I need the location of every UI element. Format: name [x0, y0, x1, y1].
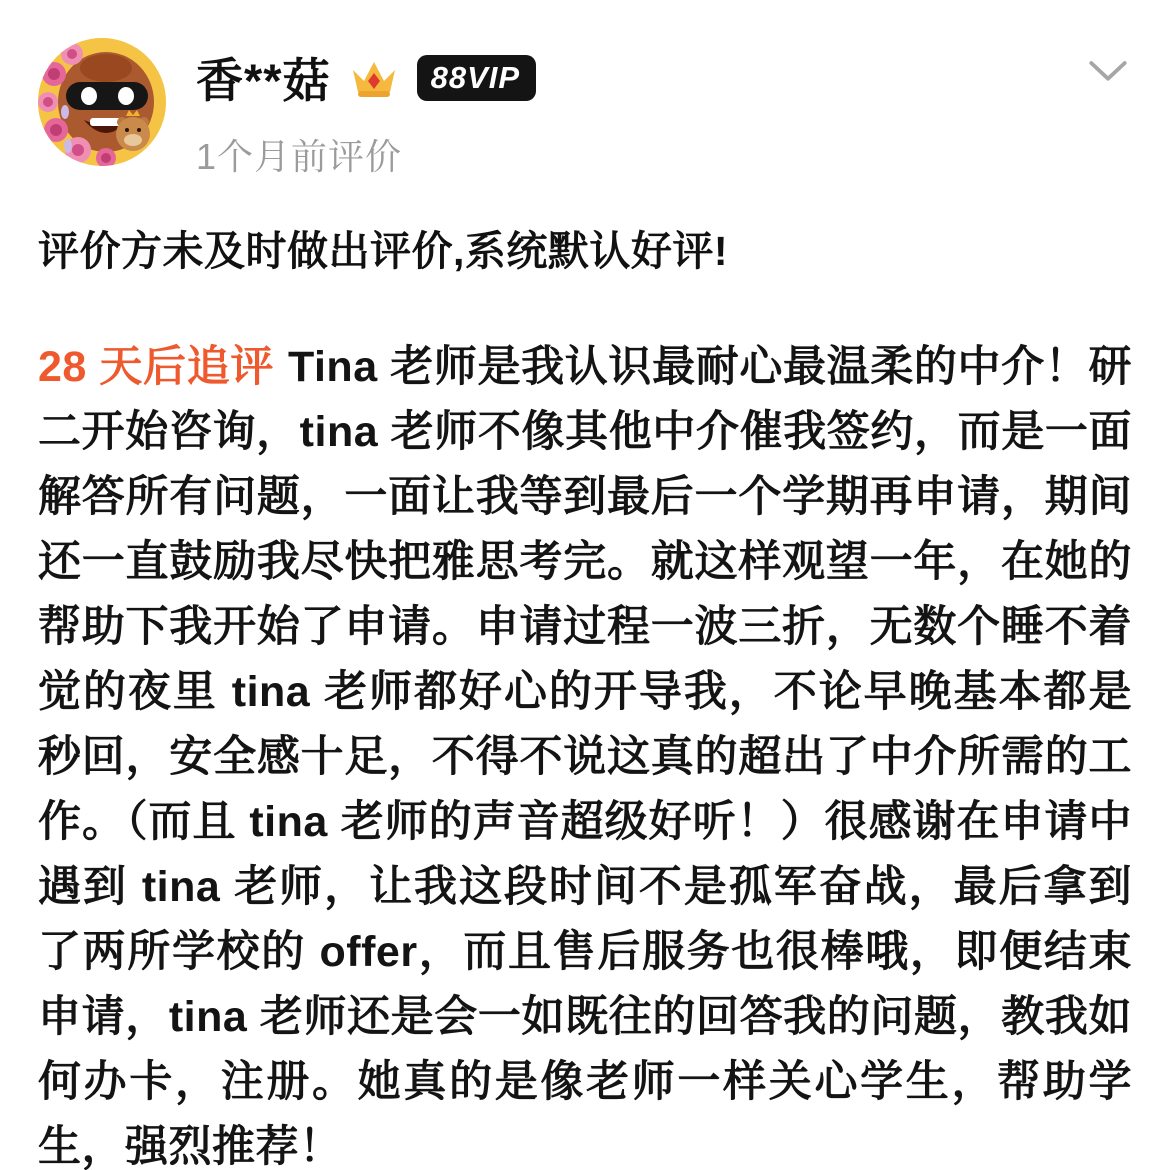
review-time: 1个月前评价	[196, 136, 403, 177]
followup-text: Tina 老师是我认识最耐心最温柔的中介！研二开始咨询，tina 老师不像其他中介催我签约，而是一面解答所有问题，一面让我等到最后一个学期再申请，期间还一直鼓励我尽快把雅思考完。就这样观望一年，在她的帮助下我开始了申请。申请过程一波三折，无数个睡不着觉的夜里 tina 老师都好心的开导我，不论早晚基本都是秒回，安全感十足，不得不说这真的超出了中介所需的工作。（而且 tina 老师的声音超级好听！）很感谢在申请中遇到 tina 老师，让我这段时间不是孤军奋战，最后拿到了两所学校的 offer，而且售后服务也很棒哦，即便结束申请，tina 老师还是会一如既往的回答我的问题，教我如何办卡，注册。她真的是像老师一样关心学生，帮助学生，强烈推荐！	[38, 343, 1132, 1170]
avatar[interactable]	[38, 38, 166, 166]
name-row	[196, 44, 536, 111]
followup-label: 28 天后追评	[38, 343, 274, 391]
username[interactable]: 香**菇	[196, 54, 331, 107]
crown-icon	[349, 58, 399, 102]
review-header	[38, 38, 1132, 180]
avatar-illustration	[38, 38, 166, 166]
header-info	[196, 38, 536, 180]
vip-badge: 88VIP	[417, 55, 536, 101]
system-default-note: 评价方未及时做出评价,系统默认好评!	[38, 228, 729, 274]
followup-review	[38, 335, 1132, 1170]
chevron-down-icon[interactable]	[1088, 60, 1128, 84]
